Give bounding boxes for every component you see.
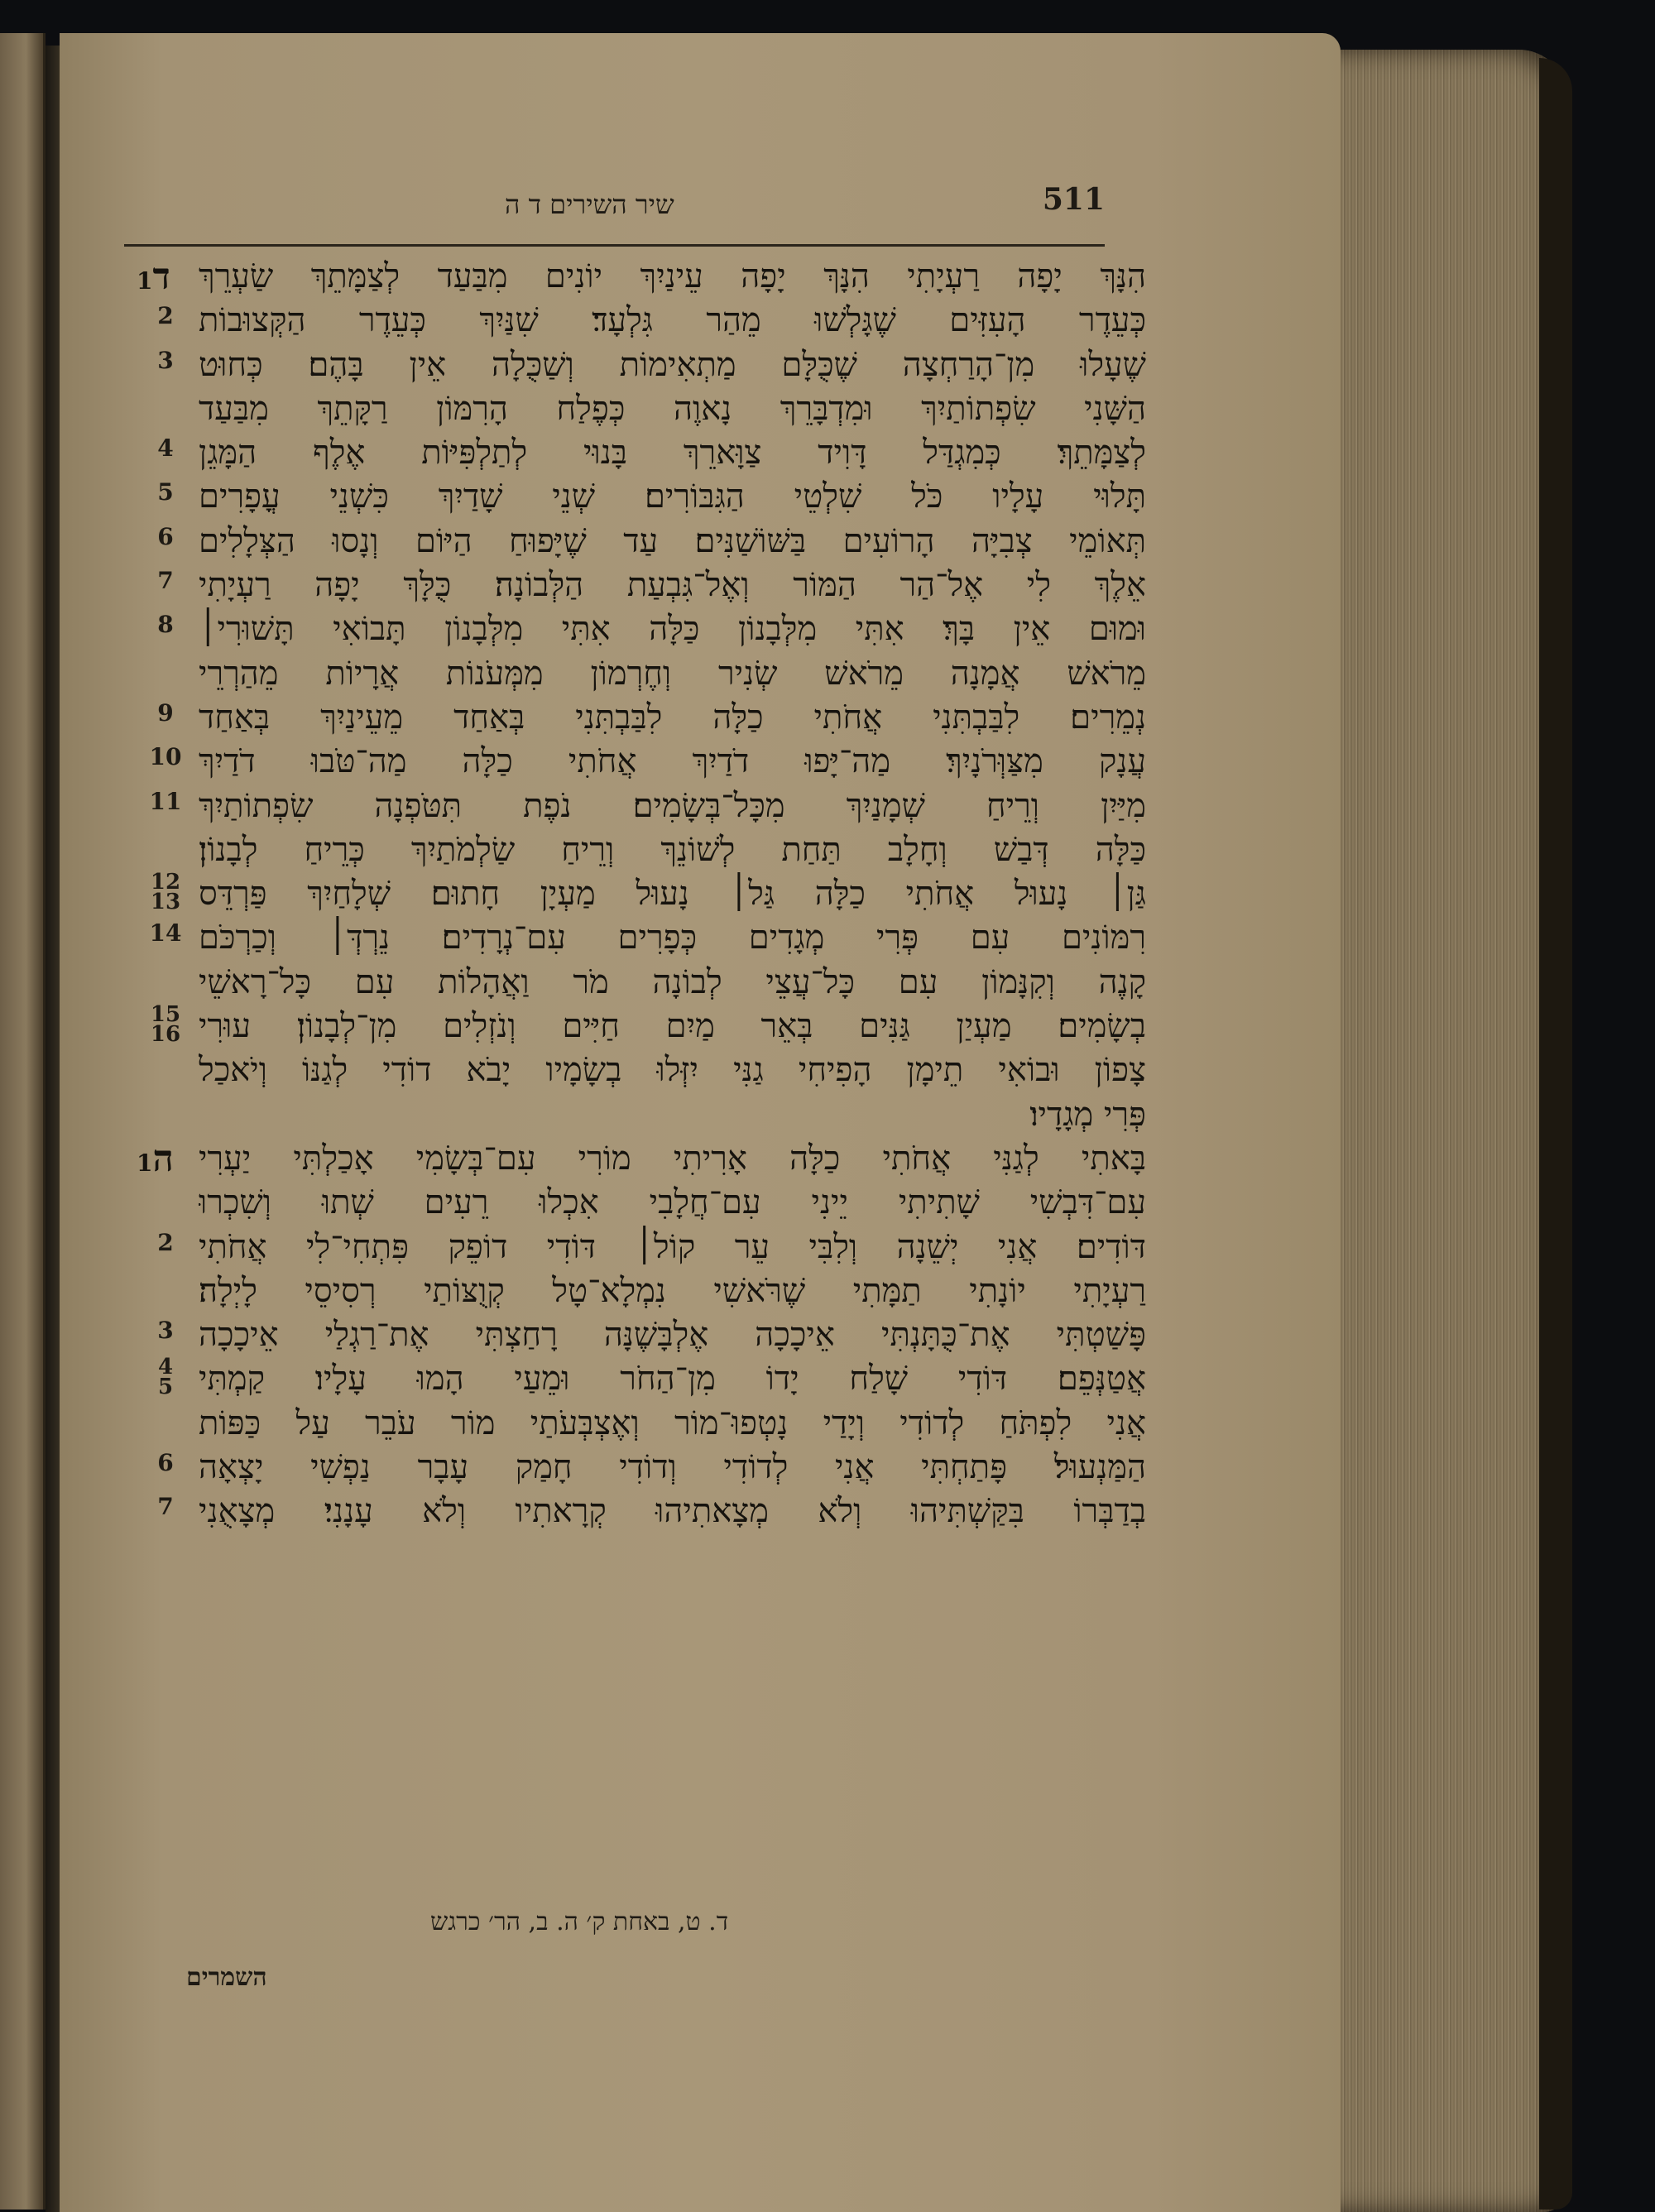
line-text: כַּלָּה דְּבַשׁ וְחָלָב תַּחַת לְשׁוֹנֵךְ וְרֵיחַ שַׂלְמֹתַיִךְ כְּרֵיחַ לְבָנוֹן׃: [199, 830, 1146, 869]
line-text: מִיַּיִן וְרֵיחַ שְׁמָנַיִךְ מִכָּל־בְּשָׂמִים׃ נֹפֶת תִּטֹּפְנָה שִׂפְתוֹתַיִךְ: [199, 786, 1146, 825]
text-line: [137, 520, 1146, 564]
text-line: [137, 564, 1146, 607]
text-line: [137, 1402, 1146, 1446]
chapter-marker: [137, 255, 194, 303]
verse-number-primary: 9: [157, 698, 174, 727]
verse-number-primary: 10: [149, 743, 182, 771]
verse-number-primary: 6: [157, 522, 174, 550]
text-line: [137, 652, 1146, 696]
verse-number-primary: 3: [157, 1317, 174, 1345]
verse-number: [137, 1228, 194, 1256]
text-line: [137, 916, 1146, 960]
catchword: השמרים: [186, 1963, 267, 1992]
text-line: [137, 1313, 1146, 1357]
text-line: [137, 299, 1146, 343]
facing-page-edge: [0, 33, 46, 2210]
line-text: פָּשַׁטְתִּי אֶת־כֻּתָּנְתִּי אֵיכָכָה אֶלְבָּשֶׁנָּה רָחַצְתִּי אֶת־רַגְלַי אֵיכָכָה: [199, 1316, 1146, 1355]
verse-number-primary: 12: [150, 870, 181, 895]
line-text: נְמֵרִים׃ לִבַּבְתִּנִי אֲחֹתִי כַלָּה לִבַּבְתִּנִי בְּאַחַד מֵעֵינַיִךְ בְּאַחַד: [199, 698, 1146, 737]
text-line: [137, 475, 1146, 519]
verse-number: [137, 1355, 194, 1400]
verse-number: [137, 1317, 194, 1345]
verse-number-secondary: 16: [150, 1022, 181, 1048]
verse-number: [137, 1493, 194, 1521]
line-text: קָנֶה וְקִנָּמוֹן עִם כָּל־עֲצֵי לְבוֹנָה מֹר וַאֲהָלוֹת עִם כָּל־רָאשֵׁי: [199, 962, 1146, 1001]
text-line: [137, 607, 1146, 651]
text-line: [137, 255, 1146, 299]
verse-number: 1: [137, 267, 153, 295]
verse-number-primary: 8: [157, 611, 174, 639]
line-text: תְּאוֹמֵי צְבִיָּה הָרוֹעִים בַּשּׁוֹשַׁנִּים׃ עַד שֶׁיָּפוּחַ הַיּוֹם וְנָסוּ הַצְּלָלִים: [199, 521, 1146, 560]
line-text: תָּלוּי עָלָיו כֹּל שִׁלְטֵי הַגִּבּוֹרִים׃ שְׁנֵי שָׁדַיִךְ כִּשְׁנֵי עֳפָרִים: [199, 477, 1146, 516]
header-rule: [124, 244, 1105, 247]
line-text: הִנָּךְ יָפָה רַעְיָתִי הִנָּךְ יָפָה עֵינַיִךְ יוֹנִים מִבַּעַד לְצַמָּתֵךְ שַׂעְרֵךְ: [199, 257, 1146, 295]
text-line: [137, 872, 1146, 916]
line-text: בְשָׂמִים׃ מַעְיַן גַּנִּים בְּאֵר מַיִם חַיִּים וְנֹזְלִים מִן־לְבָנוֹן׃ עוּרִי: [199, 1007, 1146, 1046]
line-text: שֶׁעָלוּ מִן־הָרַחְצָה שֶׁכֻּלָּם מַתְאִימוֹת וְשַׁכֻּלָה אֵין בָּהֶם׃ כְּחוּט: [199, 345, 1146, 384]
verse-number: [137, 698, 194, 727]
line-text: בְדַבְּרוֹ בִּקַּשְׁתִּיהוּ וְלֹא מְצָאתִיהוּ קְרָאתִיו וְלֹא עָנָנִי׃ מְצָאֻנִי: [199, 1492, 1146, 1531]
line-text: רַעְיָתִי יוֹנָתִי תַמָּתִי שֶׁרֹּאשִׁי נִמְלָא־טָל קְוֻצּוֹתַי רְסִיסֵי לָיְלָה׃: [199, 1271, 1146, 1310]
book-cover-edge: [1539, 58, 1572, 2210]
page-block-edges: [1324, 50, 1568, 2212]
text-line: [137, 1137, 1146, 1181]
text-line: [137, 1357, 1146, 1401]
verse-number-primary: 2: [157, 1228, 174, 1256]
verse-number: [137, 302, 194, 330]
text-line: [137, 1490, 1146, 1533]
line-text: עִם־דִּבְשִׁי שָׁתִיתִי יֵינִי עִם־חֲלָבִי אִכְלוּ רֵעִים שְׁתוּ וְשִׁכְרוּ: [199, 1183, 1146, 1222]
line-text: אֲנִי לִפְתֹּחַ לְדוֹדִי וְיָדַי נָטְפוּ־מוֹר וְאֶצְבְּעֹתַי מוֹר עֹבֵר עַל כַּפּוֹת: [199, 1403, 1146, 1442]
line-text: רִמּוֹנִים עִם פְּרִי מְגָדִים כְּפָרִים עִם־נְרָדִים׃ נֵרְדְּ׀ וְכַרְכֹּם: [199, 919, 1146, 957]
line-text: עֲנָק מִצַּוְּרֹנָיִךְ׃ מַה־יָּפוּ דֹדַיִךְ אֲחֹתִי כַלָּה מַה־טֹּבוּ דֹדַיִךְ: [199, 742, 1146, 781]
verse-number-secondary: 13: [150, 890, 181, 915]
verse-number: [137, 567, 194, 595]
line-text: הַשָּׁנִי שִׂפְתוֹתַיִךְ וּמִדְבָּרֵךְ נָאוֶה כְּפֶלַח הָרִמּוֹן רַקָּתֵךְ מִבַּעַד: [199, 389, 1146, 428]
text-line: [137, 1269, 1146, 1313]
verse-number: [137, 919, 194, 948]
line-text: מֵרֹאשׁ אֲמָנָה מֵרֹאשׁ שְׂנִיר וְחֶרְמוֹן מִמְּעֹנוֹת אֲרָיוֹת מֵהַרְרֵי: [199, 654, 1146, 693]
verse-number: [137, 1002, 194, 1048]
line-text: לְצַמָּתֵךְ׃ כְּמִגְדַּל דָּוִיד צַוָּארֵךְ בָּנוּי לְתַלְפִּיּוֹת אֶלֶף הַמָּגֵן: [199, 434, 1146, 473]
text-line: [137, 785, 1146, 828]
verse-number-primary: 2: [157, 302, 174, 330]
chapter-letter: ד: [152, 256, 170, 298]
verse-number: [137, 1449, 194, 1477]
verse-number-primary: 3: [157, 346, 174, 374]
verse-number: [137, 522, 194, 550]
scripture-text: [137, 255, 1146, 1534]
text-line: [137, 1226, 1146, 1269]
verse-number-primary: 7: [157, 1493, 174, 1521]
text-line: [137, 828, 1146, 872]
line-text: צָפוֹן וּבוֹאִי תֵימָן הָפִיחִי גַנִּי יִזְּלוּ בְשָׂמָיו יָבֹא דוֹדִי לְגַנּוֹ וְיֹאכַל: [199, 1051, 1146, 1090]
text-line: [137, 740, 1146, 784]
verse-number: [137, 346, 194, 374]
verse-number: [137, 870, 194, 915]
text-line: [137, 1446, 1146, 1490]
running-title: שיר השירים ד ה: [505, 189, 674, 220]
line-text: וּמוּם אֵין בָּךְ׃ אִתִּי מִלְּבָנוֹן כַּלָּה אִתִּי מִלְּבָנוֹן תָּבוֹאִי תָּשׁוּרִי׀: [199, 610, 1146, 649]
text-line: [137, 1181, 1146, 1225]
verse-number-primary: 6: [157, 1449, 174, 1477]
verse-number: [137, 611, 194, 639]
verse-number-primary: 15: [150, 1002, 181, 1028]
line-text: הַמַּנְעוּל׃ פָּתַחְתִּי אֲנִי לְדוֹדִי וְדוֹדִי חָמַק עָבָר נַפְשִׁי יָצְאָה: [199, 1448, 1146, 1487]
chapter-letter: ה: [152, 1137, 174, 1180]
text-line: [137, 1002, 1146, 1048]
line-text: אֲטַנְּפֵם׃ דּוֹדִי שָׁלַח יָדוֹ מִן־הַחֹר וּמֵעַי הָמוּ עָלָיו׃ קַמְתִּי: [199, 1360, 1146, 1399]
text-line: [137, 696, 1146, 740]
chapter-marker: [137, 1137, 194, 1185]
line-text: דּוֹדִים׃ אֲנִי יְשֵׁנָה וְלִבִּי עֵר קוֹל׀ דּוֹדִי דוֹפֵק פִּתְחִי־לִי אֲחֹתִי: [199, 1227, 1146, 1266]
verse-number-primary: 7: [157, 567, 174, 595]
verse-number-primary: 14: [149, 919, 182, 948]
footnote: ד. ט, באחת ק׳ ה. ב, הר׳ כרגש: [430, 1907, 729, 1936]
text-line: [137, 431, 1146, 475]
verse-number: [137, 478, 194, 506]
page-number: 511: [1042, 182, 1105, 217]
text-line: [137, 961, 1146, 1005]
verse-number-secondary: 5: [157, 1375, 174, 1400]
line-text: פְּרִי מְגָדָיו׃: [1029, 1095, 1146, 1134]
text-line: [137, 1093, 1146, 1137]
line-text: גַּן׀ נָעוּל אֲחֹתִי כַלָּה גַּל׀ נָעוּל מַעְיָן חָתוּם׃ שְׁלָחַיִךְ פַּרְדֵּס: [199, 875, 1146, 914]
verse-number-primary: 4: [157, 434, 174, 463]
line-text: כְּעֵדֶר הָעִזִּים שֶׁגָּלְשׁוּ מֵהַר גִּלְעָד׃ שִׁנַּיִךְ כְּעֵדֶר הַקְּצוּבוֹת: [199, 301, 1146, 340]
verse-number: 1: [137, 1149, 153, 1177]
line-text: אֵלֶךְ לִי אֶל־הַר הַמּוֹר וְאֶל־גִּבְעַת הַלְּבוֹנָה׃ כֻּלָּךְ יָפָה רַעְיָתִי: [199, 566, 1146, 605]
text-line: [137, 1048, 1146, 1092]
line-text: בָּאתִי לְגַנִּי אֲחֹתִי כַלָּה אָרִיתִי מוֹרִי עִם־בְּשָׂמִי אָכַלְתִּי יַעְרִי: [199, 1139, 1146, 1178]
text-line: [137, 343, 1146, 387]
verse-number-primary: 11: [149, 787, 182, 815]
verse-number-primary: 5: [157, 478, 174, 506]
verse-number: [137, 434, 194, 463]
verse-number: [137, 787, 194, 815]
text-line: [137, 387, 1146, 431]
verse-number-primary: 4: [157, 1355, 174, 1380]
verse-number: [137, 743, 194, 771]
